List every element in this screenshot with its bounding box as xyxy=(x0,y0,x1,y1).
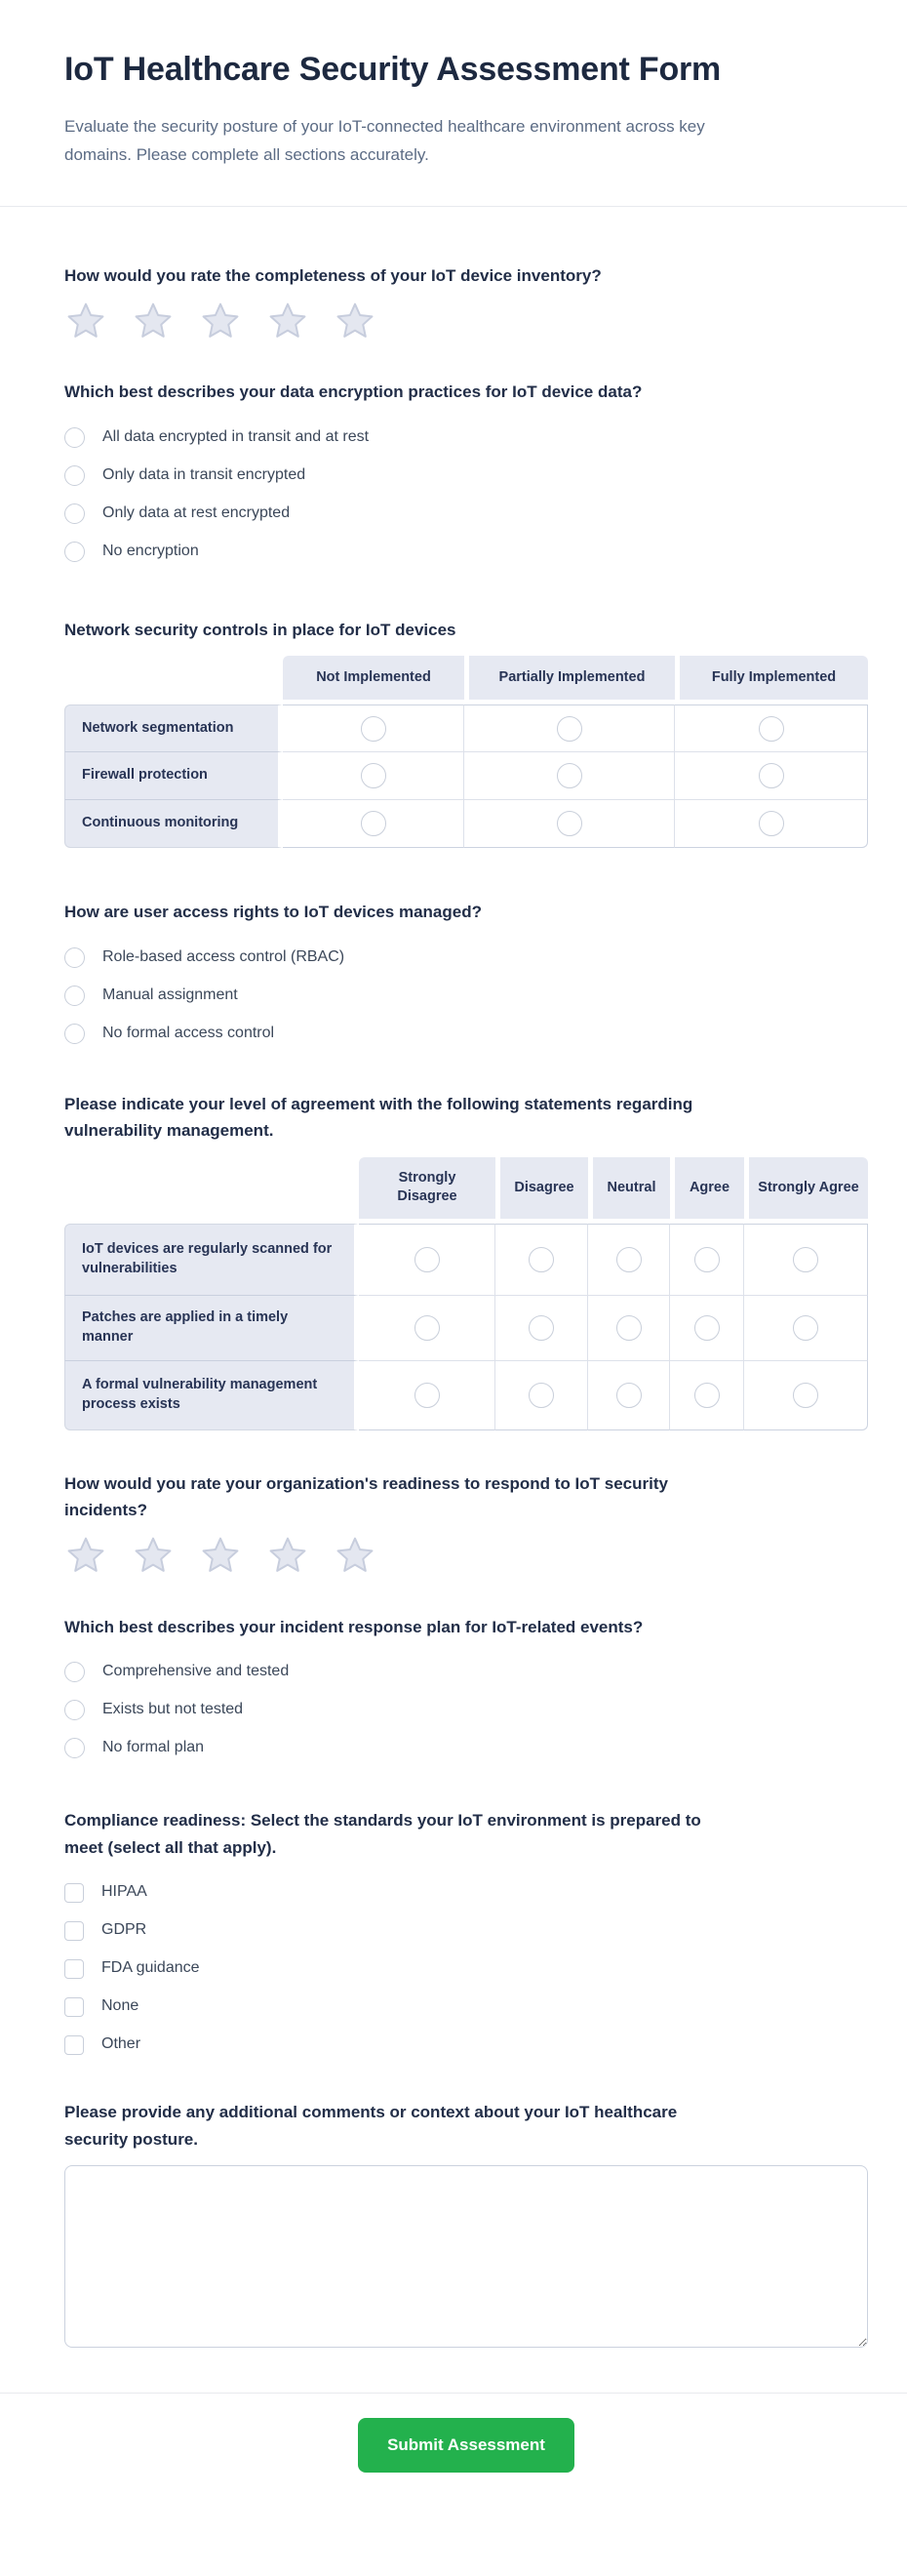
radio-button[interactable] xyxy=(64,465,85,486)
matrix-cell xyxy=(670,1361,744,1430)
option-label: No formal access control xyxy=(102,1024,275,1041)
checkbox[interactable] xyxy=(64,1997,84,2017)
radio-option[interactable] xyxy=(64,1729,868,1767)
matrix-cell xyxy=(588,1361,670,1430)
matrix-column-header: Neutral xyxy=(588,1157,670,1224)
matrix-cell xyxy=(495,1361,588,1430)
matrix-cell xyxy=(675,800,868,848)
question-additional-comments xyxy=(64,2099,868,2348)
page-title: IoT Healthcare Security Assessment Form xyxy=(64,51,722,88)
question-label: Please indicate your level of agreement with the following statements regarding vulnerability management. xyxy=(64,1094,693,1141)
matrix-cell xyxy=(283,704,464,752)
radio-option[interactable] xyxy=(64,419,868,457)
option-label: HIPAA xyxy=(101,1883,147,1901)
option-label: No encryption xyxy=(102,542,199,559)
option-label: All data encrypted in transit and at rest xyxy=(102,427,370,445)
radio-option[interactable] xyxy=(64,939,868,977)
question-vulnerability-matrix xyxy=(64,1091,868,1430)
radio-button[interactable] xyxy=(557,763,582,788)
option-label: None xyxy=(101,1997,139,2015)
matrix-cell xyxy=(495,1296,588,1361)
question-incident-response-plan xyxy=(64,1614,868,1768)
matrix-cell xyxy=(359,1296,495,1361)
matrix-column-header: Strongly Agree xyxy=(744,1157,868,1224)
radio-button[interactable] xyxy=(616,1383,642,1408)
radio-button[interactable] xyxy=(64,1662,85,1682)
matrix-cell xyxy=(464,704,675,752)
radio-button[interactable] xyxy=(529,1383,554,1408)
radio-button[interactable] xyxy=(616,1315,642,1341)
form-subtitle: Evaluate the security posture of your IoT-connected healthcare environment across key domains. Please complete all sections accurately. xyxy=(64,116,705,164)
matrix-cell xyxy=(359,1361,495,1430)
radio-option[interactable] xyxy=(64,495,868,533)
option-label: Role-based access control (RBAC) xyxy=(102,947,345,965)
matrix-table xyxy=(64,656,868,848)
question-label: How would you rate your organization's readiness to respond to IoT security incidents? xyxy=(64,1473,668,1520)
radio-button[interactable] xyxy=(616,1247,642,1272)
question-device-inventory-rating xyxy=(64,262,868,342)
radio-button[interactable] xyxy=(361,763,386,788)
star-icon[interactable] xyxy=(66,302,105,342)
checkbox-option[interactable] xyxy=(64,1950,868,1988)
question-label: Please provide any additional comments or context about your IoT healthcare security posture. xyxy=(64,2103,678,2149)
checkbox[interactable] xyxy=(64,2035,84,2055)
question-label: Compliance readiness: Select the standards your IoT environment is prepared to meet (select all that apply). xyxy=(64,1811,701,1857)
radio-button[interactable] xyxy=(793,1315,818,1341)
radio-button[interactable] xyxy=(529,1315,554,1341)
option-label: Only data at rest encrypted xyxy=(102,503,291,521)
matrix-cell xyxy=(744,1296,868,1361)
radio-button[interactable] xyxy=(414,1315,440,1341)
star-icon[interactable] xyxy=(268,302,307,342)
radio-group xyxy=(64,939,868,1053)
radio-option[interactable] xyxy=(64,457,868,495)
matrix-cell xyxy=(464,752,675,800)
radio-button[interactable] xyxy=(64,1024,85,1044)
checkbox[interactable] xyxy=(64,1959,84,1979)
question-label: How are user access rights to IoT devices managed? xyxy=(64,903,482,922)
matrix-cell xyxy=(588,1224,670,1296)
matrix-column-header: Strongly Disagree xyxy=(359,1157,495,1224)
matrix-corner-cell xyxy=(64,1157,359,1224)
option-label: Comprehensive and tested xyxy=(102,1663,290,1680)
option-label: Manual assignment xyxy=(102,986,238,1003)
radio-button[interactable] xyxy=(529,1247,554,1272)
checkbox-option[interactable] xyxy=(64,1988,868,2026)
matrix-cell xyxy=(675,704,868,752)
matrix-column-header: Not Implemented xyxy=(283,656,464,704)
matrix-cell xyxy=(744,1224,868,1296)
radio-option[interactable] xyxy=(64,1015,868,1053)
radio-button[interactable] xyxy=(793,1383,818,1408)
question-label: Which best describes your incident response plan for IoT-related events? xyxy=(64,1617,644,1636)
star-icon[interactable] xyxy=(201,302,240,342)
radio-button[interactable] xyxy=(694,1247,720,1272)
radio-button[interactable] xyxy=(64,986,85,1006)
matrix-cell xyxy=(464,800,675,848)
submit-button[interactable]: Submit Assessment xyxy=(358,2418,574,2473)
matrix-column-header: Disagree xyxy=(495,1157,588,1224)
question-label: How would you rate the completeness of your IoT device inventory? xyxy=(64,266,602,286)
question-encryption-practices xyxy=(64,379,868,571)
matrix-cell xyxy=(588,1296,670,1361)
star-icon[interactable] xyxy=(335,1537,375,1576)
question-label: Network security controls in place for IoT devices xyxy=(64,620,456,639)
matrix-corner-cell xyxy=(64,656,283,704)
option-label: Only data in transit encrypted xyxy=(102,465,306,483)
radio-button[interactable] xyxy=(64,1738,85,1758)
radio-group xyxy=(64,1653,868,1767)
question-incident-readiness-rating xyxy=(64,1470,868,1576)
matrix-cell xyxy=(670,1296,744,1361)
matrix-cell xyxy=(744,1361,868,1430)
matrix-cell xyxy=(283,800,464,848)
option-label: FDA guidance xyxy=(101,1959,200,1977)
matrix-cell xyxy=(675,752,868,800)
checkbox-option[interactable] xyxy=(64,2026,868,2064)
star-icon[interactable] xyxy=(66,1537,105,1576)
matrix-row-label: IoT devices are regularly scanned for vulnerabilities xyxy=(64,1224,359,1296)
matrix-column-header: Fully Implemented xyxy=(675,656,868,704)
radio-button[interactable] xyxy=(759,716,784,742)
radio-option[interactable] xyxy=(64,1653,868,1691)
star-icon[interactable] xyxy=(201,1537,240,1576)
matrix-row-label: A formal vulnerability management process exists xyxy=(64,1361,359,1430)
form-footer xyxy=(0,2393,907,2473)
radio-button[interactable] xyxy=(694,1383,720,1408)
matrix-cell xyxy=(283,752,464,800)
matrix-row-label: Patches are applied in a timely manner xyxy=(64,1296,359,1361)
checkbox-option[interactable] xyxy=(64,1873,868,1912)
star-icon[interactable] xyxy=(335,302,375,342)
radio-button[interactable] xyxy=(759,763,784,788)
radio-button[interactable] xyxy=(557,716,582,742)
star-icon[interactable] xyxy=(134,1537,173,1576)
radio-option[interactable] xyxy=(64,977,868,1015)
question-network-controls-matrix xyxy=(64,617,868,849)
checkbox-group xyxy=(64,1873,868,2064)
radio-button[interactable] xyxy=(414,1383,440,1408)
checkbox-option[interactable] xyxy=(64,1912,868,1950)
checkbox[interactable] xyxy=(64,1921,84,1941)
option-label: GDPR xyxy=(101,1921,147,1939)
form-header xyxy=(0,0,907,207)
star-rating[interactable] xyxy=(66,302,868,342)
checkbox[interactable] xyxy=(64,1883,84,1903)
comments-textarea[interactable] xyxy=(64,2165,868,2348)
question-access-rights xyxy=(64,899,868,1053)
radio-button[interactable] xyxy=(64,427,85,448)
matrix-cell xyxy=(359,1224,495,1296)
radio-button[interactable] xyxy=(361,811,386,836)
radio-button[interactable] xyxy=(64,947,85,968)
matrix-row-label: Network segmentation xyxy=(64,704,283,752)
matrix-cell xyxy=(670,1224,744,1296)
radio-option[interactable] xyxy=(64,1691,868,1729)
option-label: Exists but not tested xyxy=(102,1701,244,1718)
radio-button[interactable] xyxy=(793,1247,818,1272)
radio-button[interactable] xyxy=(557,811,582,836)
radio-button[interactable] xyxy=(414,1247,440,1272)
radio-button[interactable] xyxy=(64,1700,85,1720)
star-icon[interactable] xyxy=(268,1537,307,1576)
matrix-row-label: Continuous monitoring xyxy=(64,800,283,848)
radio-button[interactable] xyxy=(759,811,784,836)
form-body xyxy=(0,207,907,2348)
radio-button[interactable] xyxy=(64,542,85,562)
radio-button[interactable] xyxy=(64,503,85,524)
radio-button[interactable] xyxy=(694,1315,720,1341)
matrix-row-label: Firewall protection xyxy=(64,752,283,800)
question-compliance-standards xyxy=(64,1807,868,2064)
radio-button[interactable] xyxy=(361,716,386,742)
radio-group xyxy=(64,419,868,571)
star-icon[interactable] xyxy=(134,302,173,342)
matrix-column-header: Partially Implemented xyxy=(464,656,675,704)
radio-option[interactable] xyxy=(64,533,868,571)
matrix-table xyxy=(64,1157,868,1430)
option-label: No formal plan xyxy=(102,1739,205,1756)
star-rating[interactable] xyxy=(66,1537,868,1576)
question-label: Which best describes your data encryption practices for IoT device data? xyxy=(64,382,643,401)
option-label: Other xyxy=(101,2035,141,2053)
matrix-cell xyxy=(495,1224,588,1296)
matrix-column-header: Agree xyxy=(670,1157,744,1224)
